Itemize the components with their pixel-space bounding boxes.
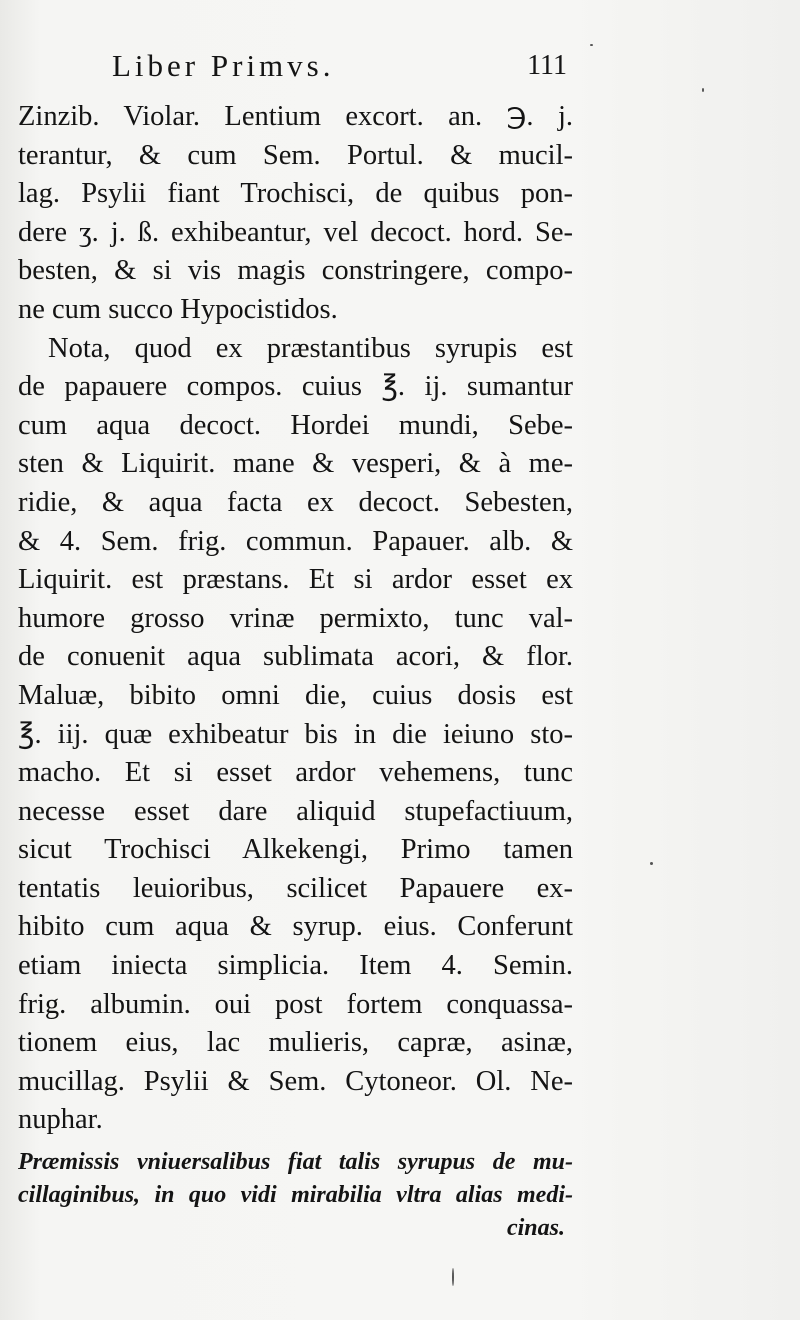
text-line: & 4. Sem. frig. commun. Papauer. alb. &	[18, 525, 573, 557]
italic-line: cinas.	[506, 1215, 565, 1242]
text-line: besten, & si vis magis constringere, compo-	[18, 255, 573, 287]
text-line: macho. Et si esset ardor vehemens, tunc	[18, 757, 573, 789]
running-title: Liber Primvs.	[112, 48, 335, 83]
text-line: hibito cum aqua & syrup. eius. Conferunt	[18, 911, 573, 943]
text-line: ℥. iij. quæ exhibeatur bis in die ieiuno sto-	[18, 718, 573, 750]
paper-speck	[702, 88, 704, 92]
paper-speck	[452, 1268, 454, 1286]
text-line: cum aqua decoct. Hordei mundi, Sebe-	[18, 409, 573, 441]
text-line: necesse esset dare aliquid stupefactiuum,	[18, 795, 573, 827]
text-line: humore grosso vrinæ permixto, tunc val-	[18, 602, 573, 634]
text-line: dere ʒ. j. ß. exhibeantur, vel decoct. hord. Se-	[18, 216, 573, 248]
text-line: Maluæ, bibito omni die, cuius dosis est	[18, 679, 573, 711]
italic-line: Præmissis vniuersalibus fiat talis syrupus de mu-	[18, 1149, 573, 1176]
text-line: tentatis leuioribus, scilicet Papauere ex-	[18, 872, 573, 904]
text-line: etiam iniecta simplicia. Item 4. Semin.	[18, 950, 573, 982]
paper-speck	[650, 862, 653, 865]
text-line: sten & Liquirit. mane & vesperi, & à me-	[18, 448, 573, 480]
text-line: ridie, & aqua facta ex decoct. Sebesten,	[18, 486, 573, 518]
text-line: Zinzib. Violar. Lentium excort. an. ℈. j.	[18, 101, 573, 132]
paper-speck	[590, 44, 593, 46]
text-line: mucillag. Psylii & Sem. Cytoneor. Ol. Ne-	[18, 1065, 573, 1097]
page-number: 111	[527, 50, 567, 81]
italic-note	[18, 1146, 573, 1245]
text-line: sicut Trochisci Alkekengi, Primo tamen	[18, 834, 573, 866]
text-line: de conuenit aqua sublimata acori, & flor.	[18, 641, 573, 673]
text-line: de papauere compos. cuius ℥. ij. sumantur	[18, 371, 573, 403]
paragraph-start-line: Nota, quod ex præstantibus syrupis est	[48, 332, 573, 364]
italic-line: cillaginibus, in quo vidi mirabilia vltra alias medi-	[18, 1182, 573, 1209]
running-head	[112, 48, 567, 92]
text-line: nuphar.	[18, 1104, 103, 1136]
text-line: lag. Psylii fiant Trochisci, de quibus pon-	[18, 178, 573, 210]
text-line: ne cum succo Hypocistidos.	[18, 293, 338, 325]
text-line: frig. albumin. oui post fortem conquassa-	[18, 988, 573, 1020]
text-line: terantur, & cum Sem. Portul. & mucil-	[18, 139, 573, 171]
text-line: tionem eius, lac mulieris, capræ, asinæ,	[18, 1027, 573, 1059]
body-text	[18, 98, 573, 1245]
text-line: Liquirit. est præstans. Et si ardor esset ex	[18, 564, 573, 596]
